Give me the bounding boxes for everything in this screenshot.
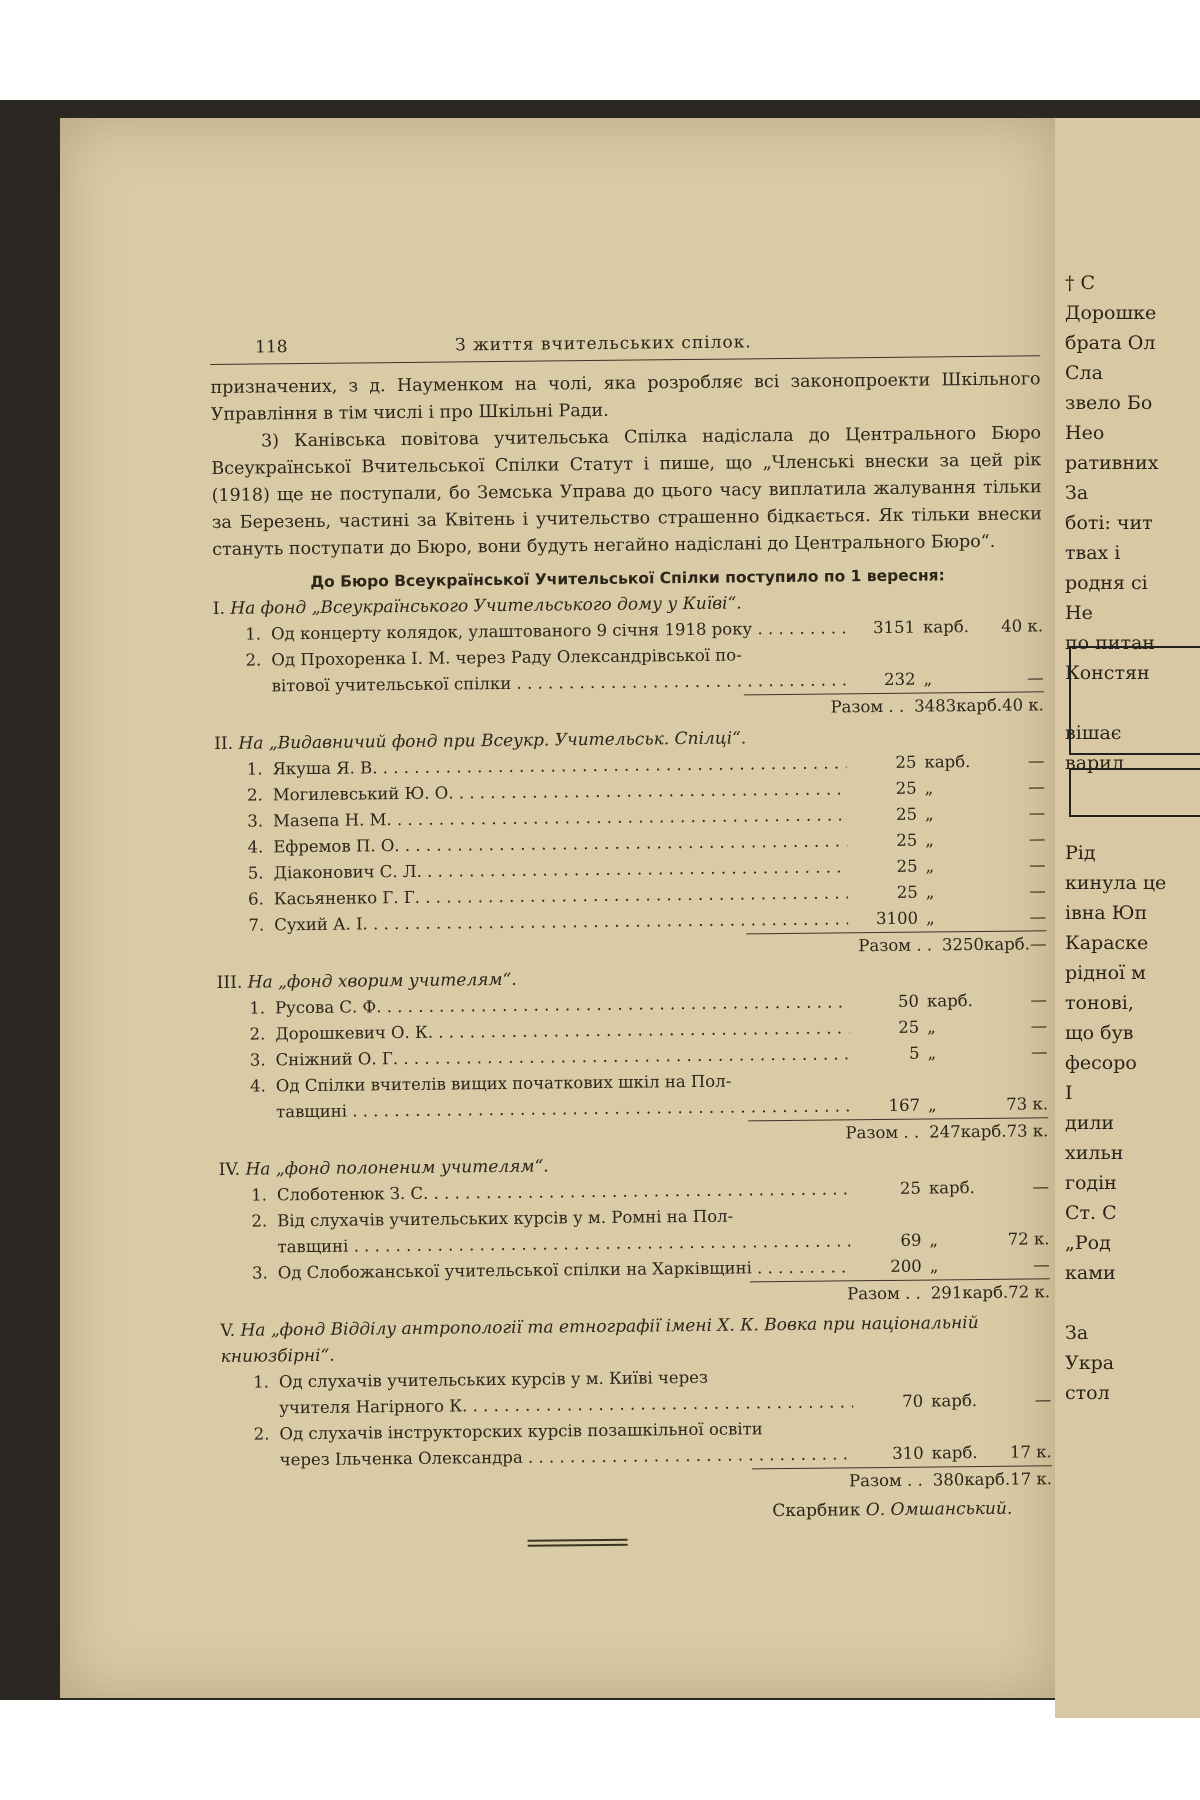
entry-number: 1.	[245, 624, 262, 644]
total-kopecks: 73 к.	[1006, 1121, 1049, 1141]
entry-amount: 70	[902, 1391, 924, 1411]
paragraph: 3) Канівська повітова учительська Спілка надіслала до Центрального Бюро Всеукраїнської Вчительської Спілки Статут і пише, що „Членські внески за цей рік (1918) ще не поступали, бо Земська Управа до цього часу виплатила жалування тільки за Березень, частині за Квітень і учительство страшенно бідкається. Як тільки внески стануть поступати до Бюро, вони будуть негайно надіслані до Центрального Бюро“.	[211, 423, 1042, 560]
total-label: Разом . .	[845, 1122, 920, 1143]
total-kopecks: 17 к.	[1010, 1469, 1053, 1489]
total-unit: карб.	[960, 1121, 1007, 1142]
entry-continuation-text: тавщині	[277, 1236, 349, 1257]
entry-unit: „	[927, 1043, 937, 1063]
entry-amount: 25	[895, 804, 918, 824]
total-unit: карб.	[964, 1469, 1011, 1490]
entry-text: Сніжний О. Г.	[275, 1049, 399, 1070]
entry-number: 1.	[249, 998, 266, 1018]
entry-text: Од слухачів учительських курсів у м. Київі через	[278, 1367, 709, 1392]
adjacent-page-line: хильн	[1065, 1142, 1124, 1164]
adjacent-page-line: рідної м	[1065, 962, 1146, 984]
entry-amount: 5	[908, 1043, 920, 1063]
entry-text: Од Спілки вчителів вищих початкових шкіл на Пол-	[275, 1071, 732, 1096]
adjacent-page-line: по питан	[1065, 632, 1155, 654]
entry-kopecks: —	[1027, 668, 1044, 688]
entry-kopecks: —	[1029, 907, 1047, 927]
section-title	[220, 1309, 1050, 1370]
section-prefix: На	[245, 1159, 271, 1180]
section-fund-name: „фонд Відділу антропології та етнографії імені Х. К. Вовка при національній книюзбірні“.	[220, 1313, 979, 1367]
entry-kopecks: —	[1030, 1042, 1048, 1062]
adjacent-page-line: Констян	[1065, 662, 1150, 684]
entry-unit: „	[923, 669, 933, 689]
entry-amount: 3100	[876, 908, 919, 929]
end-rule	[528, 1539, 628, 1547]
adjacent-page-line: І	[1065, 1082, 1073, 1104]
adjacent-page	[1055, 118, 1200, 1718]
entry-kopecks: —	[1029, 881, 1046, 901]
section-prefix: На	[247, 972, 273, 993]
entry-amount: 25	[896, 830, 918, 850]
entry-continuation-text: учителя Нагірного К.	[279, 1396, 468, 1418]
section-number: V.	[220, 1320, 236, 1341]
adjacent-page-line: Нео	[1065, 422, 1105, 444]
adjacent-page-line: дили	[1065, 1112, 1115, 1134]
adjacent-page-line: фесоро	[1065, 1052, 1137, 1074]
entry-number: 7.	[248, 915, 265, 935]
adjacent-page-text	[1065, 268, 1166, 1408]
entry-unit: „	[929, 1230, 939, 1250]
adjacent-page-line: За	[1065, 482, 1089, 504]
entry-unit: карб.	[926, 991, 973, 1011]
entry-text: Якуша Я. В.	[272, 758, 378, 779]
entry-unit: „	[927, 1095, 937, 1115]
entry-amount: 25	[895, 752, 917, 772]
total-amount: 3483	[914, 696, 957, 716]
total-kopecks: —	[1029, 934, 1047, 954]
entry-kopecks: 40 к.	[1001, 616, 1044, 636]
entry-number: 3.	[251, 1263, 268, 1283]
adjacent-page-line: івна Юп	[1065, 902, 1148, 924]
signature-name: О. Омшанський.	[865, 1498, 1013, 1521]
section-number: II.	[214, 733, 234, 754]
entry-unit: карб.	[924, 752, 971, 772]
entry-unit: „	[927, 1017, 936, 1037]
entry-amount: 3151	[872, 617, 916, 638]
entry-number: 2.	[249, 1024, 266, 1044]
entry-text: Ефремов П. О.	[273, 836, 400, 857]
adjacent-page-line: вішає	[1065, 722, 1122, 744]
total-amount: 247	[929, 1122, 961, 1142]
section-total-line	[748, 1117, 1048, 1147]
signature-role: Скарбник	[772, 1500, 861, 1522]
section-prefix: На фонд	[230, 598, 307, 619]
adjacent-page-line: твах і	[1065, 542, 1121, 564]
section-prefix: На	[238, 733, 264, 754]
section-fund-name: „фонд хворим учителям“.	[277, 969, 517, 993]
adjacent-page-line: ративних	[1065, 452, 1159, 474]
adjacent-page-line: тонові,	[1065, 992, 1134, 1014]
adjacent-page-frame-small	[1069, 768, 1200, 817]
fund-sections	[213, 587, 1052, 1501]
page-number: 118	[254, 337, 288, 358]
section-number: IV.	[218, 1159, 241, 1180]
entry-unit: карб.	[922, 617, 970, 637]
entry-number: 2.	[245, 650, 262, 670]
entry-kopecks: —	[1028, 855, 1046, 875]
adjacent-page-line: Сла	[1065, 362, 1103, 384]
adjacent-page-line: Рід	[1065, 842, 1096, 864]
entry-text: Русова С. Ф.	[274, 997, 382, 1018]
entry-kopecks: 72 к.	[1007, 1229, 1050, 1249]
adjacent-page-line: Не	[1065, 602, 1093, 624]
entry-continuation-text: через Ільченка Олександра	[279, 1447, 523, 1470]
entry-amount: 25	[898, 1017, 920, 1037]
entry-kopecks: 17 к.	[1009, 1442, 1052, 1462]
entry-number: 6.	[248, 889, 264, 909]
section-prefix: На	[240, 1320, 266, 1341]
entry-unit: „	[925, 830, 934, 850]
adjacent-page-line: „Род	[1065, 1232, 1111, 1254]
entry-kopecks: —	[1028, 829, 1046, 849]
section-total-line	[752, 1465, 1052, 1495]
section-total-line	[750, 1278, 1050, 1308]
running-header	[210, 329, 1040, 365]
entry-unit: „	[924, 778, 934, 798]
section-fund-name: „фонд полоненим учителям“.	[275, 1156, 549, 1180]
total-label: Разом . .	[847, 1283, 921, 1304]
entry-amount: 25	[895, 778, 917, 798]
section-fund-name: „Видавничий фонд при Всеукр. Учительськ. Спілці“.	[268, 728, 747, 754]
entry-amount: 167	[888, 1095, 921, 1115]
entry-amount: 69	[900, 1230, 922, 1250]
entry-text: Дорошкевич О. К.	[275, 1022, 434, 1044]
paragraph: призначених, з д. Науменком на чолі, яка розробляє всі законопроекти Шкільного Управління в тім числі і про Шкільні Ради.	[210, 369, 1041, 425]
entry-text: Могилевський Ю. О.	[272, 783, 454, 805]
entry-unit: „	[925, 856, 935, 876]
adjacent-page-line: стол	[1065, 1382, 1110, 1404]
entry-unit: „	[925, 882, 935, 902]
entry-continuation-text: тавщині	[276, 1101, 348, 1122]
total-amount: 291	[930, 1283, 963, 1303]
entry-unit: „	[929, 1256, 939, 1276]
entry-number: 4.	[247, 837, 264, 857]
adjacent-page-line: звело Бо	[1065, 392, 1153, 414]
adjacent-page-line: Дорошке	[1065, 302, 1157, 324]
entry-unit: карб.	[931, 1443, 978, 1463]
entry-kopecks: —	[1028, 803, 1046, 823]
entry-text: Від слухачів учительських курсів у м. Ромні на Пол-	[277, 1206, 734, 1231]
entry-text: Касьяненко Г. Г.	[273, 887, 421, 909]
entry-number: 2.	[246, 785, 263, 805]
total-unit: карб.	[956, 695, 1003, 716]
entry-number: 3.	[247, 811, 264, 831]
adjacent-page-line: годін	[1065, 1172, 1117, 1194]
entry-kopecks: —	[1030, 990, 1048, 1010]
entry-text: Од слухачів інструкторских курсів позашкільної освіти	[279, 1419, 763, 1444]
adjacent-page-line	[1065, 1288, 1166, 1318]
adjacent-page-line: Укра	[1065, 1352, 1115, 1374]
entry-unit: карб.	[928, 1178, 975, 1198]
entry-text: Діаконович С. Л.	[273, 861, 422, 883]
entry-kopecks: —	[1033, 1255, 1050, 1275]
adjacent-page-line: Караске	[1065, 932, 1149, 954]
entry-kopecks: —	[1028, 777, 1045, 797]
entry-kopecks: —	[1030, 1016, 1048, 1036]
entry-text: Сухий А. І.	[274, 914, 368, 935]
adjacent-page-line: брата Ол	[1065, 332, 1156, 354]
total-unit: карб.	[983, 934, 1030, 954]
entry-number: 1.	[246, 759, 263, 779]
adjacent-page-line: ками	[1065, 1262, 1116, 1284]
adjacent-page-line: Ст. С	[1065, 1202, 1117, 1224]
total-kopecks: 72 к.	[1008, 1282, 1051, 1302]
entry-unit: „	[924, 804, 934, 824]
entry-amount: 25	[899, 1178, 922, 1198]
entry-text: Слоботенюк З. С.	[276, 1183, 429, 1205]
entry-kopecks: —	[1034, 1390, 1052, 1410]
entry-number: 4.	[249, 1076, 266, 1096]
entry-amount: 25	[896, 856, 918, 876]
running-title: З життя вчительських спілок.	[454, 332, 752, 356]
entry-kopecks: —	[1027, 751, 1045, 771]
entry-unit: „	[926, 908, 935, 928]
entry-number: 5.	[247, 863, 264, 883]
entry-amount: 232	[884, 669, 916, 689]
entry-continuation-text: вітової учительської спілки	[271, 673, 512, 696]
entry-unit: карб.	[931, 1391, 978, 1411]
entry-text: Мазепа Н. М.	[272, 810, 392, 831]
entry-kopecks: 73 к.	[1006, 1094, 1049, 1114]
total-label: Разом . .	[858, 935, 933, 956]
adjacent-page-line: † С	[1065, 272, 1096, 294]
entry-text: Од Слобожанської учительської спілки на Харківщині	[277, 1258, 752, 1283]
adjacent-page-line: варил	[1065, 752, 1124, 774]
entry-amount: 200	[890, 1256, 922, 1276]
section-total-line	[746, 930, 1046, 960]
entry-amount: 50	[897, 991, 920, 1011]
entry-amount: 310	[892, 1443, 924, 1463]
section-number: I.	[212, 598, 226, 619]
page-content	[210, 329, 1053, 1550]
entry-amount: 25	[896, 882, 918, 902]
entry-number: 2.	[251, 1211, 268, 1231]
entry-text: Од концерту колядок, улаштованого 9 січня 1918 року	[271, 619, 753, 644]
section-total-line	[744, 691, 1044, 721]
signature	[222, 1498, 1052, 1527]
book-page	[60, 118, 1055, 1698]
adjacent-page-frame	[1069, 646, 1200, 755]
total-kopecks: 40 к.	[1001, 695, 1044, 715]
adjacent-page-line: що був	[1065, 1022, 1134, 1044]
adjacent-page-line: боті: чит	[1065, 512, 1153, 534]
section-fund-name: „Всеукраїнського Учительського дому у Київі“.	[311, 593, 742, 618]
adjacent-page-line: За	[1065, 1322, 1089, 1344]
adjacent-page-line: родня сі	[1065, 572, 1148, 594]
total-unit: карб.	[962, 1282, 1009, 1303]
entry-text: Од Прохоренка І. М. через Раду Олександрівської по-	[271, 645, 742, 670]
entry-kopecks: —	[1032, 1177, 1050, 1197]
entry-number: 1.	[253, 1372, 270, 1392]
total-amount: 380	[932, 1470, 965, 1490]
adjacent-page-line: кинула це	[1065, 872, 1167, 894]
entry-number: 3.	[249, 1050, 266, 1070]
total-label: Разом . .	[849, 1470, 923, 1491]
receipts-heading: До Бюро Всеукраїнської Учительської Спілки поступило по 1 вересня:	[310, 566, 945, 591]
total-label: Разом . .	[830, 696, 905, 717]
entry-number: 1.	[251, 1185, 268, 1205]
entry-number: 2.	[253, 1424, 270, 1444]
total-amount: 3250	[941, 934, 985, 955]
section-number: III.	[216, 972, 243, 993]
